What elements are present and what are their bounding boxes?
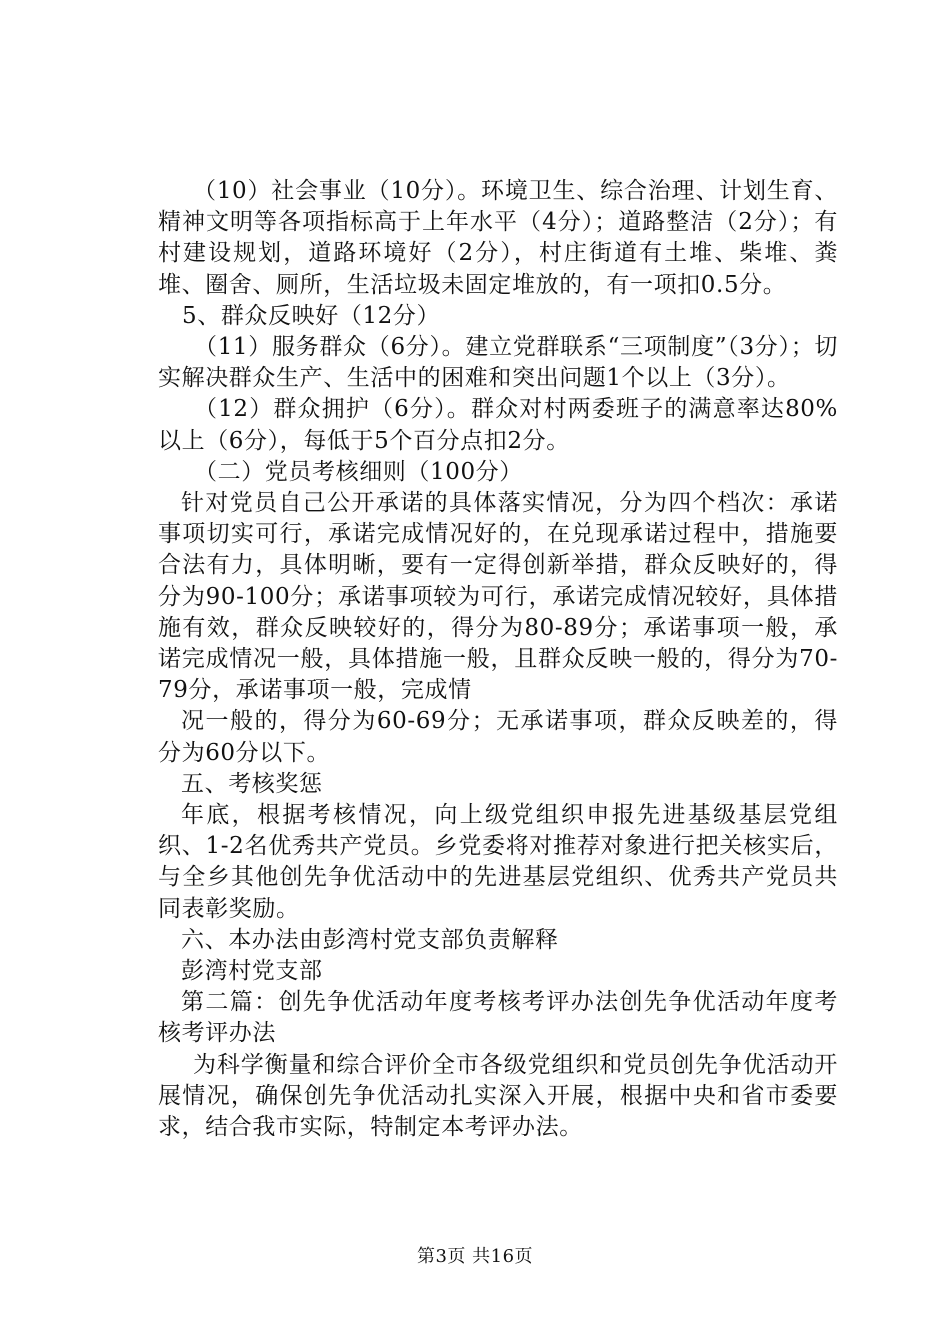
paragraph-social-affairs: （10）社会事业（10分）。环境卫生、综合治理、计划生育、精神文明等各项指标高于上年水平（4分）；道路整洁（2分）；有村建设规划，道路环境好（2分），村庄街道有土堆、柴堆、粪堆、圈舍、厕所，生活垃圾未固定堆放的，有一项扣0.5分。 <box>158 178 838 298</box>
heading-interpretation: 六、本办法由彭湾村党支部负责解释 <box>181 926 559 953</box>
heading-rewards: 五、考核奖惩 <box>181 770 323 797</box>
paragraph-intro: 为科学衡量和综合评价全市各级党组织和党员创先争优活动开展情况，确保创先争优活动扎实深入开展，根据中央和省市委要求，结合我市实际，特制定本考评办法。 <box>158 1051 838 1141</box>
heading-member-assessment: （二）党员考核细则（100分） <box>194 458 523 485</box>
heading-mass-feedback: 5、群众反映好（12分） <box>182 302 441 329</box>
document-body <box>158 176 838 1143</box>
page-number-footer: 第3页 共16页 <box>416 1246 534 1267</box>
paragraph-mass-support: （12）群众拥护（6分）。群众对村两委班子的满意率达80%以上（6分），每低于5个百分点扣2分。 <box>158 396 838 454</box>
paragraph-commitment-levels: 针对党员自己公开承诺的具体落实情况，分为四个档次：承诺事项切实可行，承诺完成情况好的，在兑现承诺过程中，措施要合法有力，具体明晰，要有一定得创新举措，群众反映好的，得分为90-100分；承诺事项较为可行，承诺完成情况较好，具体措施有效，群众反映较好的，得分为80-89分；承诺事项一般，承诺完成情况一般，具体措施一般，且群众反映一般的，得分为70-79分，承诺事项一般，完成情 <box>158 490 838 704</box>
paragraph-commitment-continued: 况一般的，得分为60-69分；无承诺事项，群众反映差的，得分为60分以下。 <box>158 708 838 766</box>
signature-branch: 彭湾村党支部 <box>181 958 323 985</box>
paragraph-rewards: 年底，根据考核情况，向上级党组织申报先进基级基层党组织、1-2名优秀共产党员。乡党委将对推荐对象进行把关核实后，与全乡其他创先争优活动中的先进基层党组织、优秀共产党员共同表彰奖励。 <box>158 802 838 922</box>
heading-part-two: 第二篇：创先争优活动年度考核考评办法创先争优活动年度考核考评办法 <box>158 989 838 1047</box>
paragraph-serve-masses: （11）服务群众（6分）。建立党群联系“三项制度”（3分）；切实解决群众生产、生活中的困难和突出问题1个以上（3分）。 <box>158 334 838 392</box>
